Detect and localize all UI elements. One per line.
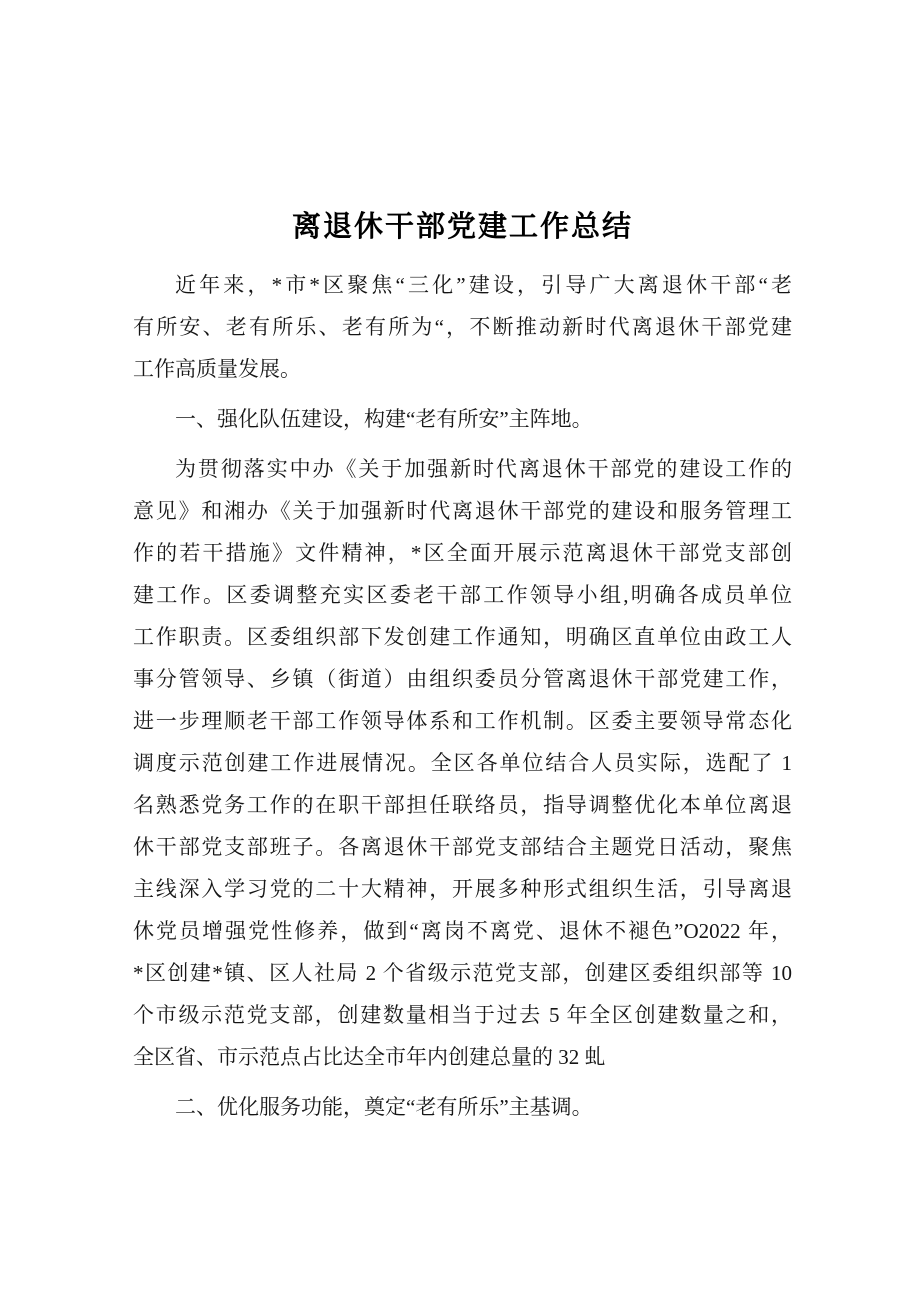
text-line: 为贯彻落实中办《关于加强新时代离退休干部党的建设工作的 <box>175 457 792 481</box>
text-line: 休干部党支部班子。各离退休干部党支部结合主题党日活动，聚焦 <box>133 835 792 859</box>
text-line: 名熟悉党务工作的在职干部担任联络员，指导调整优化本单位离退 <box>133 793 792 817</box>
text-line: 工作职责。区委组织部下发创建工作通知，明确区直单位由政工人 <box>133 625 792 649</box>
text-line: 休党员增强党性修养，做到“离岗不离党、退休不褪色”O2022 年， <box>133 919 792 943</box>
text-line: 二、优化服务功能，奠定“老有所乐”主基调。 <box>175 1095 593 1119</box>
text-line: 事分管领导、乡镇（街道）由组织委员分管离退休干部党建工作， <box>133 667 792 691</box>
text-column <box>133 0 792 1136</box>
text-line: 主线深入学习党的二十大精神，开展多种形式组织生活，引导离退 <box>133 877 792 901</box>
section-heading <box>133 398 792 440</box>
text-line: 近年来，*市*区聚焦“三化”建设，引导广大离退休干部“老 <box>175 273 792 297</box>
text-line: 调度示范创建工作进展情况。全区各单位结合人员实际，选配了 1 <box>133 751 792 775</box>
text-line: 全区省、市示范点占比达全市年内创建总量的 32 虬 <box>133 1045 606 1069</box>
text-line: 工作高质量发展。 <box>133 357 301 381</box>
document-title: 离退休干部党建工作总结 <box>291 209 633 243</box>
text-line: 个市级示范党支部，创建数量相当于过去 5 年全区创建数量之和， <box>133 1003 792 1027</box>
text-line: 有所安、老有所乐、老有所为“，不断推动新时代离退休干部党建 <box>133 315 792 339</box>
text-line: *区创建*镇、区人社局 2 个省级示范党支部，创建区委组织部等 10 <box>133 961 792 985</box>
paragraph <box>133 448 792 1078</box>
text-line: 意见》和湘办《关于加强新时代离退休干部党的建设和服务管理工 <box>133 499 792 523</box>
section-heading <box>133 1086 792 1128</box>
text-line: 一、强化队伍建设，构建“老有所安”主阵地。 <box>175 407 593 431</box>
text-line: 建工作。区委调整充实区委老干部工作领导小组,明确各成员单位 <box>133 583 792 607</box>
paragraph <box>133 264 792 390</box>
document-body <box>133 264 792 1128</box>
text-line: 作的若干措施》文件精神，*区全面开展示范离退休干部党支部创 <box>133 541 792 565</box>
text-line: 进一步理顺老干部工作领导体系和工作机制。区委主要领导常态化 <box>133 709 792 733</box>
